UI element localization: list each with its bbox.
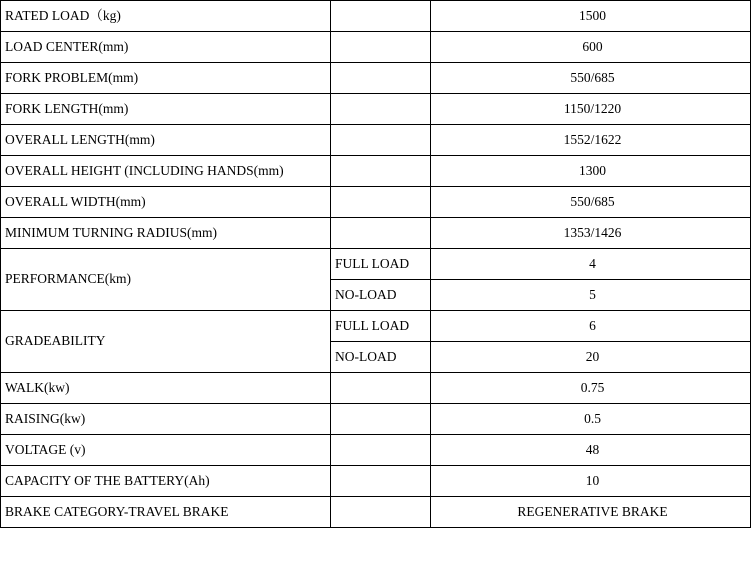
condition-cell — [331, 32, 431, 63]
condition-cell — [331, 156, 431, 187]
parameter-value: 1353/1426 — [431, 218, 751, 249]
condition-cell — [331, 373, 431, 404]
parameter-value: 0.75 — [431, 373, 751, 404]
parameter-value: 10 — [431, 466, 751, 497]
table-row — [1, 1, 751, 32]
table-row — [1, 156, 751, 187]
condition-label: FULL LOAD — [331, 311, 431, 342]
parameter-label: CAPACITY OF THE BATTERY(Ah) — [1, 466, 331, 497]
parameter-label: VOLTAGE (v) — [1, 435, 331, 466]
table-row — [1, 32, 751, 63]
table-row — [1, 404, 751, 435]
parameter-value: 1500 — [431, 1, 751, 32]
parameter-label: OVERALL HEIGHT (INCLUDING HANDS(mm) — [1, 156, 331, 187]
table-row — [1, 373, 751, 404]
table-row — [1, 249, 751, 280]
parameter-value: 550/685 — [431, 63, 751, 94]
parameter-value: 1300 — [431, 156, 751, 187]
parameter-value: 0.5 — [431, 404, 751, 435]
parameter-label: GRADEABILITY — [1, 311, 331, 373]
condition-cell — [331, 497, 431, 528]
parameter-label: LOAD CENTER(mm) — [1, 32, 331, 63]
table-row — [1, 311, 751, 342]
condition-cell — [331, 435, 431, 466]
parameter-label: OVERALL LENGTH(mm) — [1, 125, 331, 156]
table-row — [1, 63, 751, 94]
parameter-value: 5 — [431, 280, 751, 311]
table-row — [1, 187, 751, 218]
parameter-label: MINIMUM TURNING RADIUS(mm) — [1, 218, 331, 249]
parameter-value: 550/685 — [431, 187, 751, 218]
condition-cell — [331, 94, 431, 125]
condition-cell — [331, 187, 431, 218]
table-row — [1, 435, 751, 466]
table-row — [1, 466, 751, 497]
parameter-value: 20 — [431, 342, 751, 373]
condition-cell — [331, 218, 431, 249]
parameter-value: 4 — [431, 249, 751, 280]
parameter-label: PERFORMANCE(km) — [1, 249, 331, 311]
condition-label: NO-LOAD — [331, 342, 431, 373]
parameter-label: RATED LOAD（kg) — [1, 1, 331, 32]
condition-cell — [331, 404, 431, 435]
parameter-label: RAISING(kw) — [1, 404, 331, 435]
table-row — [1, 497, 751, 528]
parameter-value: 48 — [431, 435, 751, 466]
parameter-value: 6 — [431, 311, 751, 342]
condition-label: FULL LOAD — [331, 249, 431, 280]
condition-cell — [331, 1, 431, 32]
parameter-value: 1150/1220 — [431, 94, 751, 125]
table-row — [1, 218, 751, 249]
condition-label: NO-LOAD — [331, 280, 431, 311]
parameter-label: WALK(kw) — [1, 373, 331, 404]
table-row — [1, 125, 751, 156]
parameter-label: FORK LENGTH(mm) — [1, 94, 331, 125]
condition-cell — [331, 466, 431, 497]
condition-cell — [331, 125, 431, 156]
condition-cell — [331, 63, 431, 94]
table-row — [1, 94, 751, 125]
specification-table-body — [1, 1, 751, 528]
parameter-label: BRAKE CATEGORY-TRAVEL BRAKE — [1, 497, 331, 528]
parameter-label: OVERALL WIDTH(mm) — [1, 187, 331, 218]
parameter-value: 600 — [431, 32, 751, 63]
parameter-value: 1552/1622 — [431, 125, 751, 156]
parameter-value: REGENERATIVE BRAKE — [431, 497, 751, 528]
parameter-label: FORK PROBLEM(mm) — [1, 63, 331, 94]
